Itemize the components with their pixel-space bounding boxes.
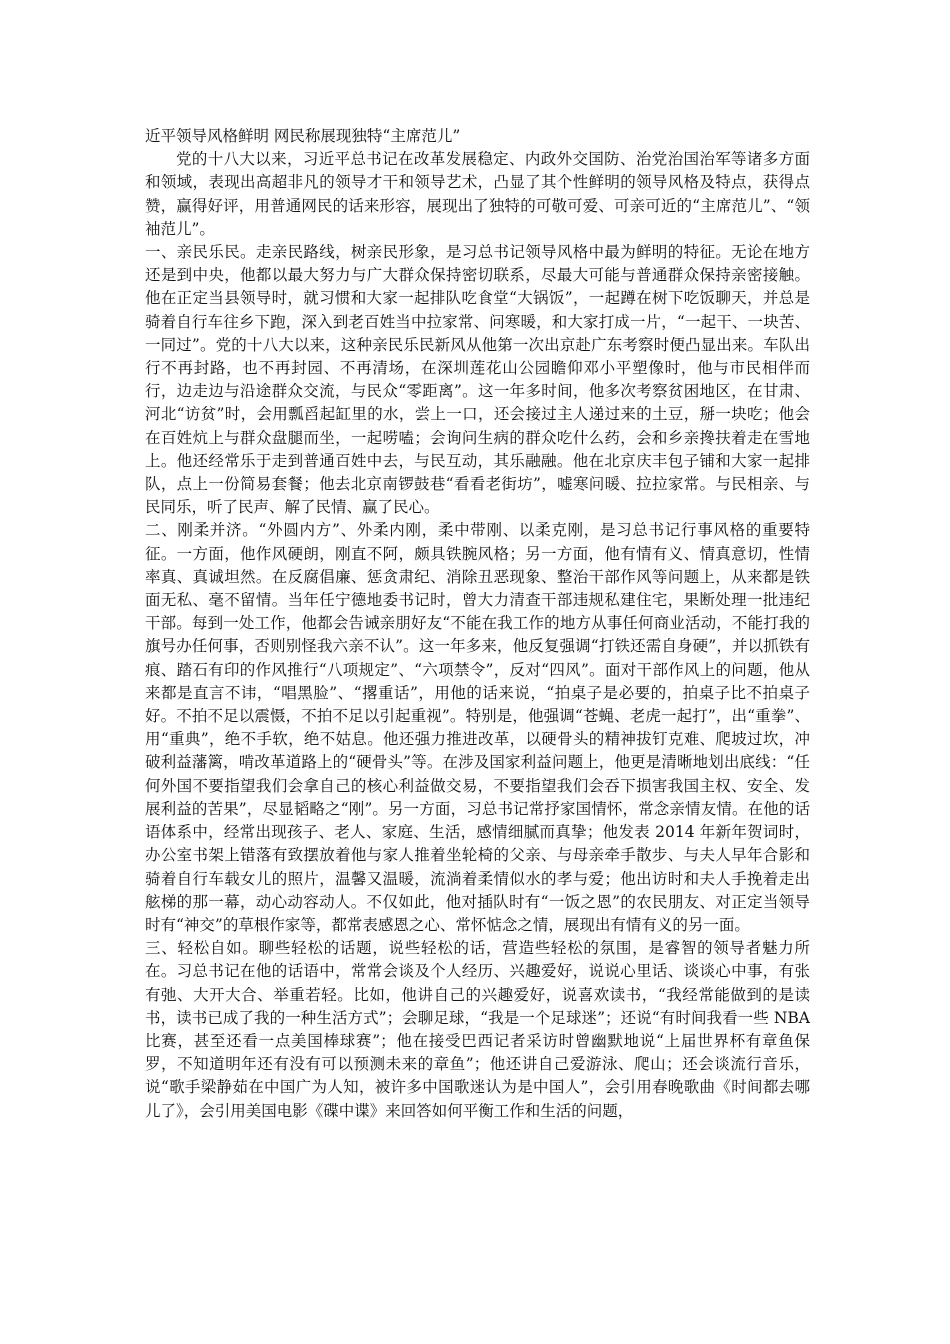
document-page <box>145 125 810 1123</box>
document-title: 近平领导风格鲜明 网民称展现独特“主席范儿” <box>145 127 461 145</box>
section-1-paragraph: 一、亲民乐民。走亲民路线，树亲民形象，是习总书记领导风格中最为鲜明的特征。无论在地方还是到中央，他都以最大努力与广大群众保持密切联系，尽最大可能与普通群众保持亲密接触。他在正定当县领导时，就习惯和大家一起排队吃食堂“大锅饭”，一起蹲在树下吃饭聊天，并总是骑着自行车往乡下跑，深入到老百姓当中拉家常、问寒暖，和大家打成一片，“一起干、一块苦、一同过”。党的十八大以来，这种亲民乐民新风从他第一次出京赴广东考察时便凸显出来。车队出行不再封路，也不再封园、不再清场，在深圳莲花山公园瞻仰邓小平塑像时，他与市民相伴而行，边走边与沿途群众交流，与民众“零距离”。这一年多时间，他多次考察贫困地区，在甘肃、河北“访贫”时，会用瓢舀起缸里的水，尝上一口，还会接过主人递过来的土豆，掰一块吃；他会在百姓炕上与群众盘腿而坐，一起唠嗑；会询问生病的群众吃什么药，会和乡亲搀扶着走在雪地上。他还经常乐于走到普通百姓中去，与民互动，其乐融融。他在北京庆丰包子铺和大家一起排队，点上一份简易套餐；他去北京南锣鼓巷“看看老街坊”，嘘寒问暖、拉拉家常。与民相亲、与民同乐，听了民声、解了民情、赢了民心。 <box>145 243 810 517</box>
section-2-paragraph: 二、刚柔并济。“外圆内方”、外柔内刚，柔中带刚、以柔克刚，是习总书记行事风格的重要特征。一方面，他作风硬朗，刚直不阿，颇具铁腕风格；另一方面，他有情有义、情真意切，性情率真、真诚坦然。在反腐倡廉、惩贪肃纪、消除丑恶现象、整治干部作风等问题上，从来都是铁面无私、毫不留情。当年任宁德地委书记时，曾大力清查干部违规私建住宅，果断处理一批违纪干部。每到一处工作，他都会告诫亲朋好友“不能在我工作的地方从事任何商业活动，不能打我的旗号办任何事，否则别怪我六亲不认”。这一年多来，他反复强调“打铁还需自身硬”，并以抓铁有痕、踏石有印的作风推行“八项规定”、“六项禁令”，反对“四风”。面对干部作风上的问题，他从来都是直言不讳，“唱黑脸”、“撂重话”，用他的话来说，“拍桌子是必要的，拍桌子比不拍桌子好。不拍不足以震慑，不拍不足以引起重视”。特别是，他强调“苍蝇、老虎一起打”，出“重拳”、用“重典”，绝不手软，绝不姑息。他还强力推进改革，以硬骨头的精神拔钉克难、爬坡过坎，冲破利益藩篱，啃改革道路上的“硬骨头”等。在涉及国家利益问题上，他更是清晰地划出底线：“任何外国不要指望我们会拿自己的核心利益做交易，不要指望我们会吞下损害我国主权、安全、发展利益的苦果”，尽显韬略之“刚”。另一方面，习总书记常抒家国情怀，常念亲情友情。在他的话语体系中，经常出现孩子、老人、家庭、生活，感情细腻而真挚；他发表 2014 年新年贺词时，办公室书架上错落有致摆放着他与家人推着坐轮椅的父亲、与母亲牵手散步、与夫人早年合影和骑着自行车载女儿的照片，温馨又温暖，流淌着柔情似水的孝与爱；他出访时和夫人手挽着走出舷梯的那一幕，动心动容动人。不仅如此，他对插队时有“一饭之恩”的农民朋友、对正定当领导时有“神交”的草根作家等，都常表感恩之心、常怀惦念之情，展现出有情有义的另一面。 <box>145 521 810 934</box>
intro-paragraph: 党的十八大以来，习近平总书记在改革发展稳定、内政外交国防、治党治国治军等诸多方面和领域，表现出高超非凡的领导才干和领导艺术，凸显了其个性鲜明的领导风格及特点，获得点赞，赢得好评，用普通网民的话来形容，展现出了独特的可敬可爱、可亲可近的“主席范儿”、“领袖范儿”。 <box>145 150 810 238</box>
section-3-paragraph: 三、轻松自如。聊些轻松的话题，说些轻松的话，营造些轻松的氛围，是睿智的领导者魅力所在。习总书记在他的话语中，常常会谈及个人经历、兴趣爱好，说说心里话、谈谈心中事，有张有弛、大开大合、举重若轻。比如，他讲自己的兴趣爱好，说喜欢读书，“我经常能做到的是读书，读书已成了我的一种生活方式”；会聊足球，“我是一个足球迷”；还说“有时间我看一些 NBA 比赛，甚至还看一点美国棒球赛”；他在接受巴西记者采访时曾幽默地说“上届世界杯有章鱼保罗，不知道明年还有没有可以预测未来的章鱼”；他还讲自己爱游泳、爬山；还会谈流行音乐，说“歌手梁静茹在中国广为人知，被许多中国歌迷认为是中国人”，会引用春晚歌曲《时间都去哪儿了》，会引用美国电影《碟中谍》来回答如何平衡工作和生活的问题， <box>145 939 810 1120</box>
